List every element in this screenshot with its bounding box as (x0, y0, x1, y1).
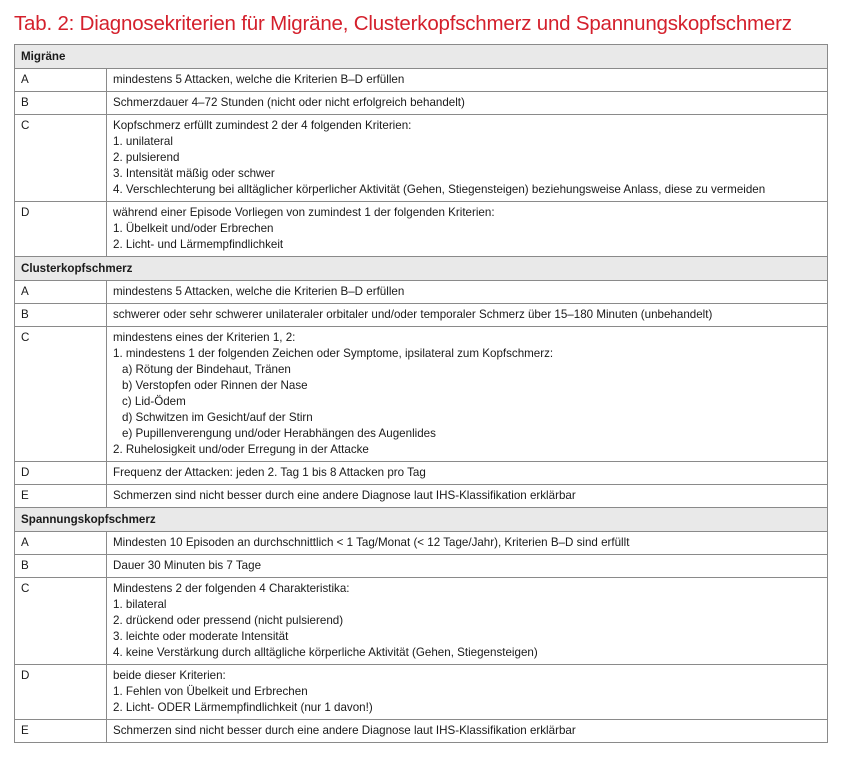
criterion-text (107, 92, 828, 115)
criteria-table-body (15, 45, 828, 743)
criterion-line: c) Lid-Ödem (122, 395, 186, 408)
table-row (15, 720, 828, 743)
criterion-label: A (15, 532, 107, 555)
criterion-line: Mindesten 10 Episoden an durchschnittlich < 1 Tag/Monat (< 12 Tage/Jahr), Kriterien B–D sind erfüllt (113, 536, 630, 549)
table-row (15, 578, 828, 665)
criterion-line: 2. Licht- ODER Lärmempfindlichkeit (nur 1 davon!) (113, 701, 373, 714)
section-title: Migräne (15, 45, 828, 69)
criterion-text (107, 462, 828, 485)
criterion-label: C (15, 578, 107, 665)
criterion-line: b) Verstopfen oder Rinnen der Nase (122, 379, 308, 392)
criterion-label: C (15, 327, 107, 462)
criterion-label: D (15, 665, 107, 720)
criterion-text (107, 485, 828, 508)
criterion-line: 1. unilateral (113, 135, 173, 148)
criterion-line: Schmerzdauer 4–72 Stunden (nicht oder nicht erfolgreich behandelt) (113, 96, 465, 109)
section-title: Spannungskopfschmerz (15, 508, 828, 532)
criterion-line: Kopfschmerz erfüllt zumindest 2 der 4 folgenden Kriterien: (113, 119, 412, 132)
criterion-line: Schmerzen sind nicht besser durch eine andere Diagnose laut IHS-Klassifikation erklärbar (113, 724, 576, 737)
table-row (15, 665, 828, 720)
criterion-line: beide dieser Kriterien: (113, 669, 226, 682)
table-row (15, 462, 828, 485)
criterion-text (107, 281, 828, 304)
criterion-label: E (15, 720, 107, 743)
table-row (15, 92, 828, 115)
section-header-row (15, 257, 828, 281)
criterion-line: 3. leichte oder moderate Intensität (113, 630, 289, 643)
table-row (15, 202, 828, 257)
criterion-line: e) Pupillenverengung und/oder Herabhängen des Augenlides (122, 427, 436, 440)
criteria-table (14, 44, 828, 743)
section-header-row (15, 508, 828, 532)
criterion-text (107, 304, 828, 327)
table-row (15, 327, 828, 462)
criterion-label: A (15, 69, 107, 92)
criterion-text (107, 69, 828, 92)
criterion-text (107, 115, 828, 202)
criterion-text (107, 532, 828, 555)
criterion-label: B (15, 304, 107, 327)
criterion-label: B (15, 92, 107, 115)
table-row (15, 532, 828, 555)
table-row (15, 281, 828, 304)
criterion-line: 1. Fehlen von Übelkeit und Erbrechen (113, 685, 308, 698)
table-row (15, 555, 828, 578)
criterion-label: D (15, 462, 107, 485)
table-row (15, 304, 828, 327)
section-header-row (15, 45, 828, 69)
criterion-line: mindestens 5 Attacken, welche die Kriterien B–D erfüllen (113, 285, 405, 298)
criterion-line: d) Schwitzen im Gesicht/auf der Stirn (122, 411, 313, 424)
criterion-line: 2. Ruhelosigkeit und/oder Erregung in der Attacke (113, 443, 369, 456)
table-row (15, 69, 828, 92)
criterion-line: 2. drückend oder pressend (nicht pulsierend) (113, 614, 344, 627)
criterion-line: 1. Übelkeit und/oder Erbrechen (113, 222, 274, 235)
table-row (15, 115, 828, 202)
criterion-label: C (15, 115, 107, 202)
criterion-line: mindestens 5 Attacken, welche die Kriterien B–D erfüllen (113, 73, 405, 86)
criterion-text (107, 665, 828, 720)
criterion-line: 3. Intensität mäßig oder schwer (113, 167, 275, 180)
criterion-label: E (15, 485, 107, 508)
criterion-label: A (15, 281, 107, 304)
criterion-line: 1. bilateral (113, 598, 167, 611)
criterion-text (107, 202, 828, 257)
criterion-line: Dauer 30 Minuten bis 7 Tage (113, 559, 262, 572)
criterion-line: 2. pulsierend (113, 151, 180, 164)
criterion-label: B (15, 555, 107, 578)
criterion-text (107, 327, 828, 462)
table-title: Tab. 2: Diagnosekriterien für Migräne, Clusterkopfschmerz und Spannungskopfschmerz (14, 12, 792, 35)
criterion-text (107, 555, 828, 578)
criterion-text (107, 720, 828, 743)
criterion-line: 4. keine Verstärkung durch alltägliche körperliche Aktivität (Gehen, Stiegensteigen) (113, 646, 538, 659)
criterion-line: a) Rötung der Bindehaut, Tränen (122, 363, 291, 376)
criterion-line: Schmerzen sind nicht besser durch eine andere Diagnose laut IHS-Klassifikation erklärbar (113, 489, 576, 502)
criterion-text (107, 578, 828, 665)
criterion-line: schwerer oder sehr schwerer unilateraler orbitaler und/oder temporaler Schmerz über 15–180 Minuten (unbehandelt) (113, 308, 713, 321)
criterion-label: D (15, 202, 107, 257)
criterion-line: 4. Verschlechterung bei alltäglicher körperlicher Aktivität (Gehen, Stiegensteigen) beziehungsweise Anlass, diese zu vermeiden (113, 183, 766, 196)
criterion-line: mindestens eines der Kriterien 1, 2: (113, 331, 296, 344)
section-title: Clusterkopfschmerz (15, 257, 828, 281)
criterion-line: 2. Licht- und Lärmempfindlichkeit (113, 238, 284, 251)
table-row (15, 485, 828, 508)
criterion-line: 1. mindestens 1 der folgenden Zeichen oder Symptome, ipsilateral zum Kopfschmerz: (113, 347, 554, 360)
criterion-line: während einer Episode Vorliegen von zumindest 1 der folgenden Kriterien: (113, 206, 495, 219)
criterion-line: Frequenz der Attacken: jeden 2. Tag 1 bis 8 Attacken pro Tag (113, 466, 426, 479)
criterion-line: Mindestens 2 der folgenden 4 Charakteristika: (113, 582, 350, 595)
